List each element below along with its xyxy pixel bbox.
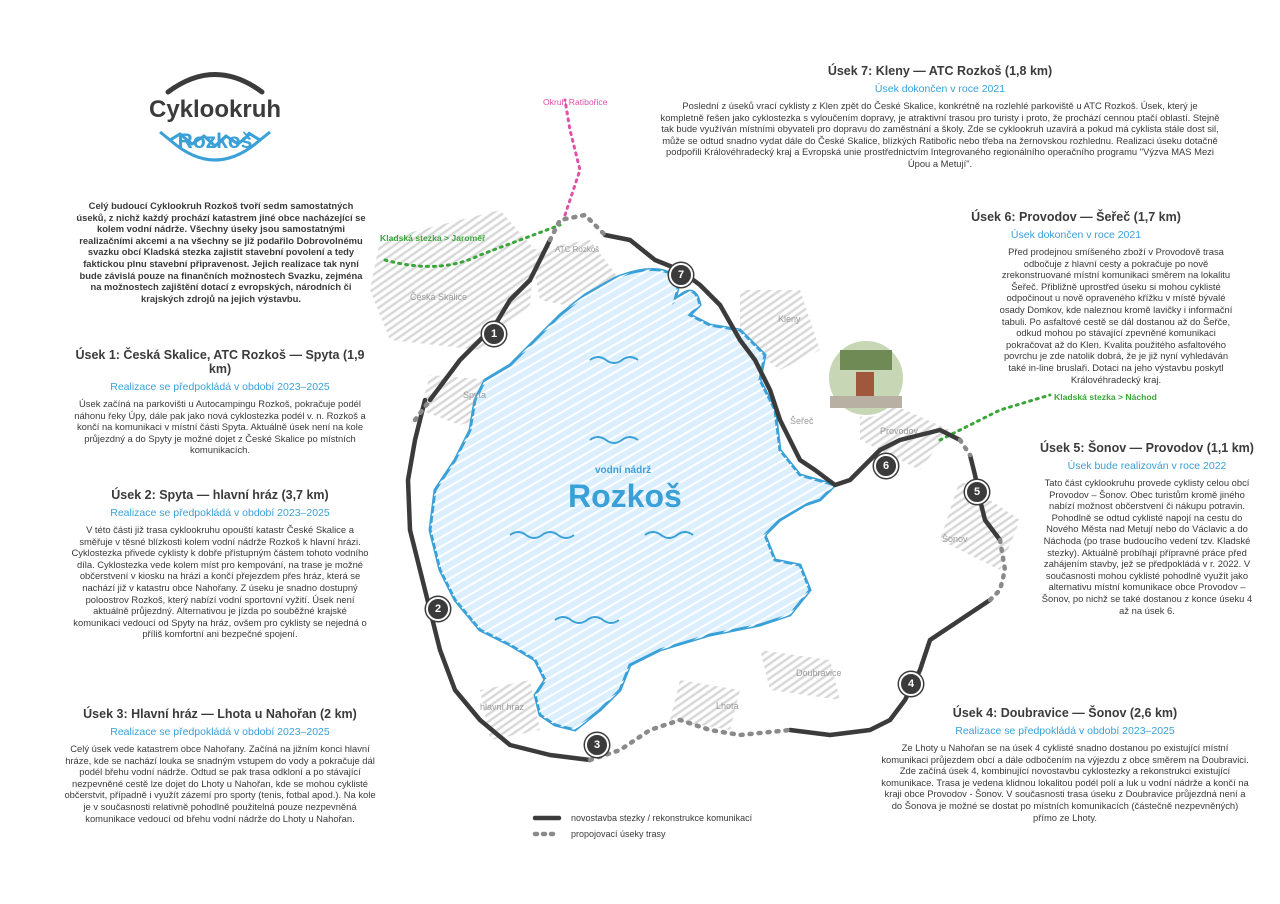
marker-3[interactable]: 3: [585, 733, 609, 757]
section-3-status: Realizace se předpokládá v období 2023–2025: [110, 726, 330, 738]
section-6-text: Před prodejnou smíšeného zboží v Provodově trasa odbočuje z hlavní cesty a pokračuje po nově zrekonstruované místní komunikaci směrem na lokalitu Šeřeč. Přibližně uprostřed úseku si mohou cyklisté odpočinout u nově opraveného křížku v místě bývalé osady Domkov, kde naleznou kromě lavičky i informační tabuli. Po asfaltové cestě se dál dostanou až do Šeřče, odkud mohou po stávající zpevněné komunikaci pokračovat až do Klen. Kvalita použitého asfaltového povrchu je zde natolik dobrá, že je již nyní vyhledáván také in-line bruslaři. Dotaci na jeho výstavbu poskytl Královéhradecký kraj.: [999, 246, 1233, 385]
logo-subtitle: Rozkoš: [177, 130, 253, 153]
logo-title: Cyklookruh: [148, 96, 282, 123]
legend-dotted-text: propojovací úseky trasy: [571, 829, 666, 839]
section-5-status: Úsek bude realizován v roce 2022: [1067, 460, 1227, 472]
legend-solid-line: [533, 814, 561, 822]
marker-6[interactable]: 6: [874, 454, 898, 478]
marker-1[interactable]: 1: [482, 322, 506, 346]
section-1: [70, 348, 370, 456]
label-hlavni-hraz: hlavní hráz: [480, 702, 525, 712]
section-4-title: Úsek 4: Doubravice — Šonov (2,6 km): [952, 706, 1178, 720]
logo: [140, 62, 290, 182]
label-spyta: Spyta: [463, 390, 487, 400]
label-lhota: Lhota: [716, 701, 739, 711]
label-kladska-left: Kladská stezka > Jaroměř: [380, 233, 486, 243]
village-ceska-skalice-area: [370, 210, 535, 350]
section-1-text: Úsek začíná na parkovišti u Autocampingu Rozkoš, pokračuje podél náhonu řeky Úpy, dále pak jako nová cyklostezka podél v. n. Rozkoš a končí na komunikaci v místní části Spyta. Aktuálně úsek není na kole průjezdný a do Spyty je možné dojet z České Skalice po místních komunikacích.: [74, 398, 366, 456]
marker-7[interactable]: 7: [669, 263, 693, 287]
section-3: [64, 707, 376, 824]
label-serec: Šeřeč: [790, 416, 814, 426]
section-1-title: Úsek 1: Česká Skalice, ATC Rozkoš — Spyta (1,9 km): [75, 348, 365, 376]
section-5-text: Tato část cyklookruhu provede cyklisty celou obcí Provodov – Šonov. Obec turistům kromě jiného nabízí možnost občerstvení či nákupu potravin. Pohodlně se odtud cyklisté napojí na cestu do Nového Města nad Metují nebo do Václavic a do Náchoda (po trase budoucího vedení tzv. Kladské stezky). Aktuálně probíhají přípravné práce před zahájením stavby, jež se předpokládá v r. 2022. V současnosti mohou cyklisté pohodlně využít jako alternativu místní komunikace obce Provodov – Šonov, po nichž se také dostanou z konce úseku 4 až na úsek 6.: [1041, 477, 1253, 616]
section-5: [1036, 441, 1258, 616]
section-1-status: Realizace se předpokládá v období 2023–2025: [110, 381, 330, 393]
label-kladska-right: Kladská stezka > Náchod: [1054, 392, 1157, 402]
marker-4[interactable]: 4: [899, 672, 923, 696]
section-6-title: Úsek 6: Provodov — Šeřeč (1,7 km): [971, 210, 1181, 224]
okruh-ratiborice-path: [565, 100, 580, 215]
intro-text: Celý budoucí Cyklookruh Rozkoš tvoří sedm samostatných úseků, z nichž každý prochází katastrem jiné obce nacházející se kolem vodní nádrže. Všechny úseky jsou samostatnými realizačními akcemi a na všechny se již podařilo Dobrovolnému svazku obcí Kladská stezka zajistit stavební povolení a tedy faktickou plnu stavební připravenost. Jejich realizace tak nyní bude závislá pouze na finančních možnostech Svazku, zejména na možnostech zajištění dotací z evropských, národních či krajských zdrojů na jejich výstavbu.: [76, 200, 366, 304]
legend: [533, 813, 793, 839]
legend-solid: [533, 813, 793, 823]
section-5-title: Úsek 5: Šonov — Provodov (1,1 km): [1040, 441, 1254, 455]
label-okruh-ratiborice: Okruh Ratibořice: [543, 97, 608, 107]
label-provodov: Provodov: [880, 426, 919, 436]
section-6-status: Úsek dokončen v roce 2021: [1010, 229, 1142, 241]
lake-label-small: vodní nádrž: [595, 465, 652, 476]
legend-dotted: [533, 829, 793, 839]
section-2-status: Realizace se předpokládá v období 2023–2025: [110, 507, 330, 519]
section-2-text: V této části již trasa cyklookruhu opouští katastr České Skalice a směřuje v těsné blízkosti kolem vodní nádrže Rozkoš k hlavní hrázi. Cyklostezka přivede cyklisty k dobře přístupným částem tohoto vodního díla. Cyklostezka vede kolem míst pro kempování, na trase je možné občerstvení v kiosku na hrázi a končí přejezdem přes hráz, která se nachází již v katastru obce Nahořany. Z úseku je snadno dostupný poloostrov Rozkoš, který nabízí vodní sportovní vyžití. Úsek není aktuálně průjezdný. Alternativou je jízda po souběžné krajské komunikaci vedoucí od Spyty na hráz, ovšem pro cyklisty se nejedná o příliš komfortní ani bezpečné spojení.: [71, 524, 369, 640]
marker-5[interactable]: 5: [965, 480, 989, 504]
lake-label-big: Rozkoš: [568, 478, 682, 514]
kladska-stezka-right: [940, 395, 1050, 440]
label-atc-rozkos: ATC Rozkoš: [555, 245, 600, 254]
section-3-title: Úsek 3: Hlavní hráz — Lhota u Nahořan (2 km): [83, 707, 357, 721]
label-kleny: Kleny: [778, 314, 801, 324]
label-sonov: Šonov: [942, 534, 968, 544]
photo-circle: [828, 340, 904, 416]
marker-2[interactable]: 2: [426, 597, 450, 621]
section-7-status: Úsek dokončen v roce 2021: [874, 83, 1006, 95]
legend-solid-text: novostavba stezky / rekonstrukce komunikací: [571, 813, 753, 823]
section-7-title: Úsek 7: Kleny — ATC Rozkoš (1,8 km): [827, 64, 1053, 78]
section-3-text: Celý úsek vede katastrem obce Nahořany. Začíná na jižním konci hlavní hráze, kde se nachází louka se snadným vstupem do vody a pokračuje dál podél břehu vodní nádrže. Odtud se pak trasa odkloní a po stávající nezpevněné cestě lze dojet do Lhoty u Nahořan, kde se mohou cyklisté občerstvit, případně i využít zázemí pro sporty (tenis, fotbal apod.). Na kole je v současnosti relativně pohodlně použitelná pouze nezpevněná komunikace vedoucí od břehu vodní nádrže do Lhoty u Nahořan.: [64, 743, 376, 824]
section-2-title: Úsek 2: Spyta — hlavní hráz (3,7 km): [111, 488, 329, 502]
section-4-status: Realizace se předpokládá v období 2023–2025: [955, 725, 1175, 737]
section-2: [70, 488, 370, 640]
legend-dotted-line: [533, 830, 561, 838]
label-ceska-skalice: Česká Skalice: [410, 292, 468, 302]
section-7-text: Poslední z úseků vrací cyklisty z Klen zpět do České Skalice, konkrétně na rozlehlé parkoviště u ATC Rozkoš. Úsek, který je kompletně řešen jako cyklostezka s vyloučením dopravy, je atraktivní trasou pro turisty i proto, že prochází cennou ptačí oblastí. Stejně tak bude využíván místními obyvateli pro dopravu do zaměstnání a školy. Zde se cyklookruh uzavírá a pokud má cyklista stále dost sil, může se odtud snadno vydat dále do České Skalice, blízkých Ratibořic nebo třeba na žernovskou rozhlednu. Realizaci úseku dotačně podpořili Královéhradecký kraj a Evropská unie prostřednictvím Integrovaného regionálního operačního programu "Výzva MAS Mezi Úpou a Metují".: [660, 100, 1220, 169]
section-4-text: Ze Lhoty u Nahořan se na úsek 4 cyklisté snadno dostanou po existující místní komunikaci průjezdem obcí a dále odbočením na výjezdu z obce směrem na Doubravici. Zde začíná úsek 4, kombinující novostavbu cyklostezky a rekonstrukci existující komunikace. Trasa je vedena klidnou lokalitou podél polí a luk u vodní nádrže a končí na kraji obce Provodov - Šonov. V současnosti trasa úseku z Doubravice průjezdná není a do Šonova je možné se dostat po místních komunikacích (částečně nezpevněných) přímo ze Lhoty.: [881, 742, 1249, 823]
label-doubravice: Doubravice: [796, 668, 842, 678]
